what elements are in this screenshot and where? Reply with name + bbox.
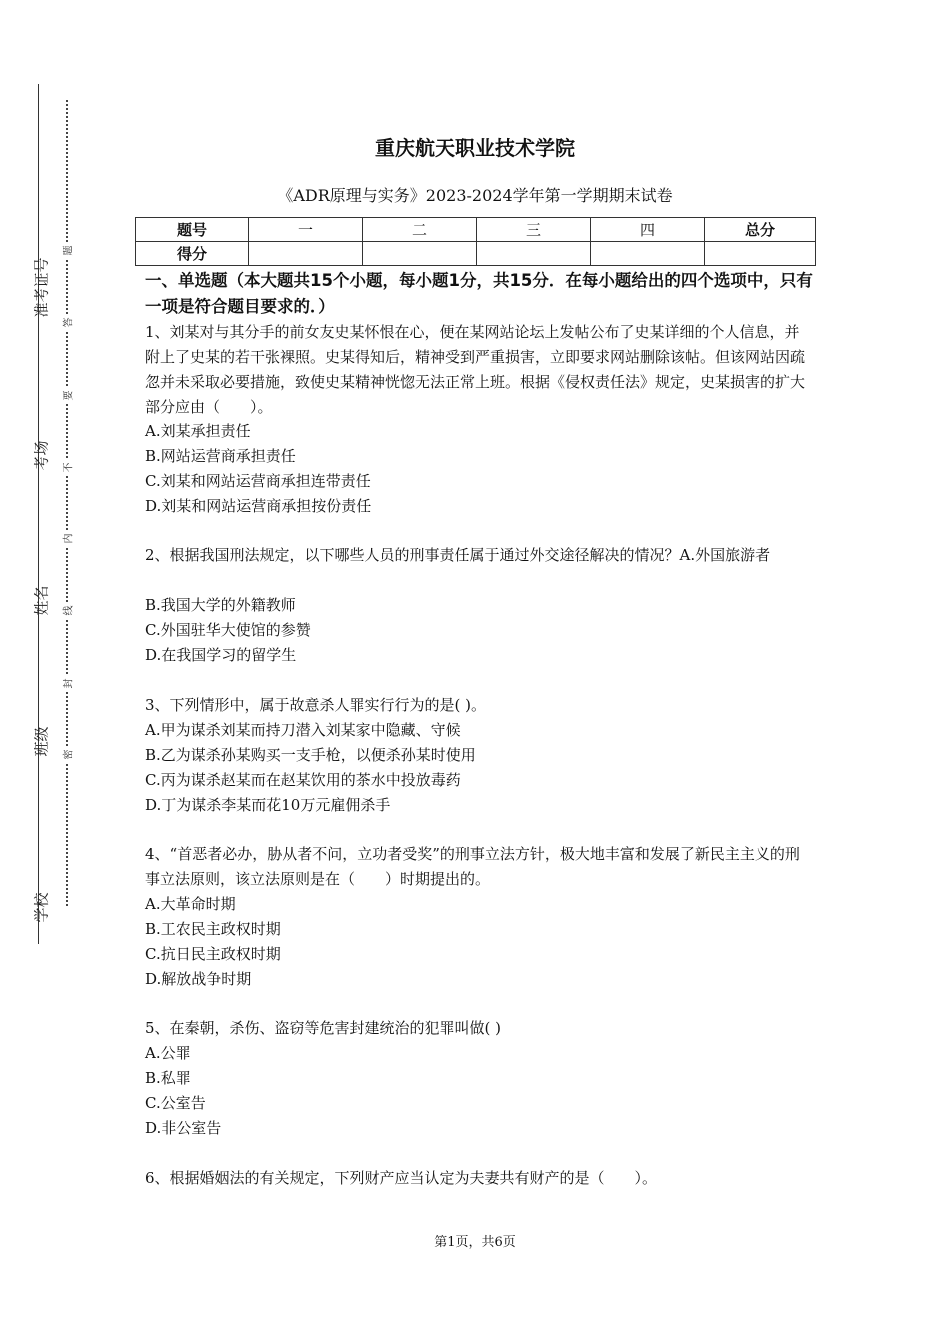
seal-char: 题 [60,243,75,259]
label-exam-room: 考场 [32,440,51,471]
question-4-option-c: C.抗日民主政权时期 [145,945,281,963]
question-3-option-d: D.丁为谋杀李某而花10万元雇佣杀手 [145,796,391,814]
question-2-option-c: C.外国驻华大使馆的参赞 [145,621,311,639]
score-table-header-row [136,218,816,242]
cell-total: 总分 [705,218,816,242]
question-5-option-b: B.私罪 [145,1069,191,1087]
score-table-score-row [136,242,816,266]
question-2-option-d: D.在我国学习的留学生 [145,646,297,664]
cell-score-empty[interactable] [591,242,705,266]
question-4-option-d: D.解放战争时期 [145,970,252,988]
cell-part-4: 四 [591,218,705,242]
page-number: 第1页，共6页 [434,1235,516,1250]
question-4-option-a: A.大革命时期 [145,895,236,913]
seal-char: 密 [60,747,75,763]
question-5-option-c: C.公室告 [145,1094,206,1112]
section-heading: 一、单选题（本大题共15个小题，每小题1分，共15分．在每小题给出的四个选项中，只有一项是符合题目要求的．） [145,271,813,316]
question-1-option-d: D.刘某和网站运营商承担按份责任 [145,497,372,515]
question-1-option-c: C.刘某和网站运营商承担连带责任 [145,472,371,490]
cell-part-3: 三 [477,218,591,242]
question-2-option-b: B.我国大学的外籍教师 [145,596,296,614]
seal-char: 答 [60,315,75,331]
page-title: 重庆航天职业技术学院 [375,136,575,160]
question-5-stem: 5、在秦朝，杀伤、盗窃等危害封建统治的犯罪叫做( ) [145,1019,502,1037]
seal-char: 内 [60,531,75,547]
exam-subtitle: 《ADR原理与实务》2023-2024学年第一学期期末试卷 [277,186,673,205]
label-class: 班级 [32,726,51,757]
question-3-option-b: B.乙为谋杀孙某购买一支手枪，以便杀孙某时使用 [145,746,476,764]
seal-dotted-line [66,100,68,906]
question-5-option-a: A.公罪 [145,1044,191,1062]
seal-char: 不 [60,460,75,476]
question-2-stem: 2、根据我国刑法规定，以下哪些人员的刑事责任属于通过外交途径解决的情况？A.外国旅游者 [145,546,771,564]
binding-line [38,84,39,944]
cell-score-label: 得分 [136,242,249,266]
cell-score-empty[interactable] [363,242,477,266]
cell-question-number: 题号 [136,218,249,242]
question-5-option-d: D.非公室告 [145,1119,222,1137]
question-3-option-c: C.丙为谋杀赵某而在赵某饮用的茶水中投放毒药 [145,771,461,789]
question-6-stem: 6、根据婚姻法的有关规定，下列财产应当认定为夫妻共有财产的是（ ）。 [145,1169,658,1187]
question-4-option-b: B.工农民主政权时期 [145,920,281,938]
question-1-option-a: A.刘某承担责任 [145,422,251,440]
question-1-option-b: B.网站运营商承担责任 [145,447,296,465]
question-3-stem: 3、下列情形中，属于故意杀人罪实行行为的是( )。 [145,696,487,714]
seal-char: 要 [60,388,75,404]
score-table [135,217,816,266]
cell-score-empty[interactable] [705,242,816,266]
seal-char: 封 [60,676,75,692]
question-3-option-a: A.甲为谋杀刘某而持刀潜入刘某家中隐藏、守候 [145,721,461,739]
cell-score-empty[interactable] [477,242,591,266]
cell-score-empty[interactable] [249,242,363,266]
label-exam-number: 准考证号 [32,257,51,318]
seal-char: 线 [60,603,75,619]
question-4-stem: 4、“首恶者必办，胁从者不问，立功者受奖”的刑事立法方针，极大地丰富和发展了新民主主义的刑事立法原则，该立法原则是在（ ）时期提出的。 [145,845,800,888]
label-name: 姓名 [32,585,51,616]
question-1-stem: 1、刘某对与其分手的前女友史某怀恨在心，便在某网站论坛上发帖公布了史某详细的个人信息，并附上了史某的若干张裸照。史某得知后，精神受到严重损害，立即要求网站删除该帖。但该网站因疏忽并未采取必要措施，致使史某精神恍惚无法正常上班。根据《侵权责任法》规定，史某损害的扩大部分应由（ ）。 [145,323,806,416]
cell-part-1: 一 [249,218,363,242]
cell-part-2: 二 [363,218,477,242]
label-school: 学校 [32,892,51,923]
